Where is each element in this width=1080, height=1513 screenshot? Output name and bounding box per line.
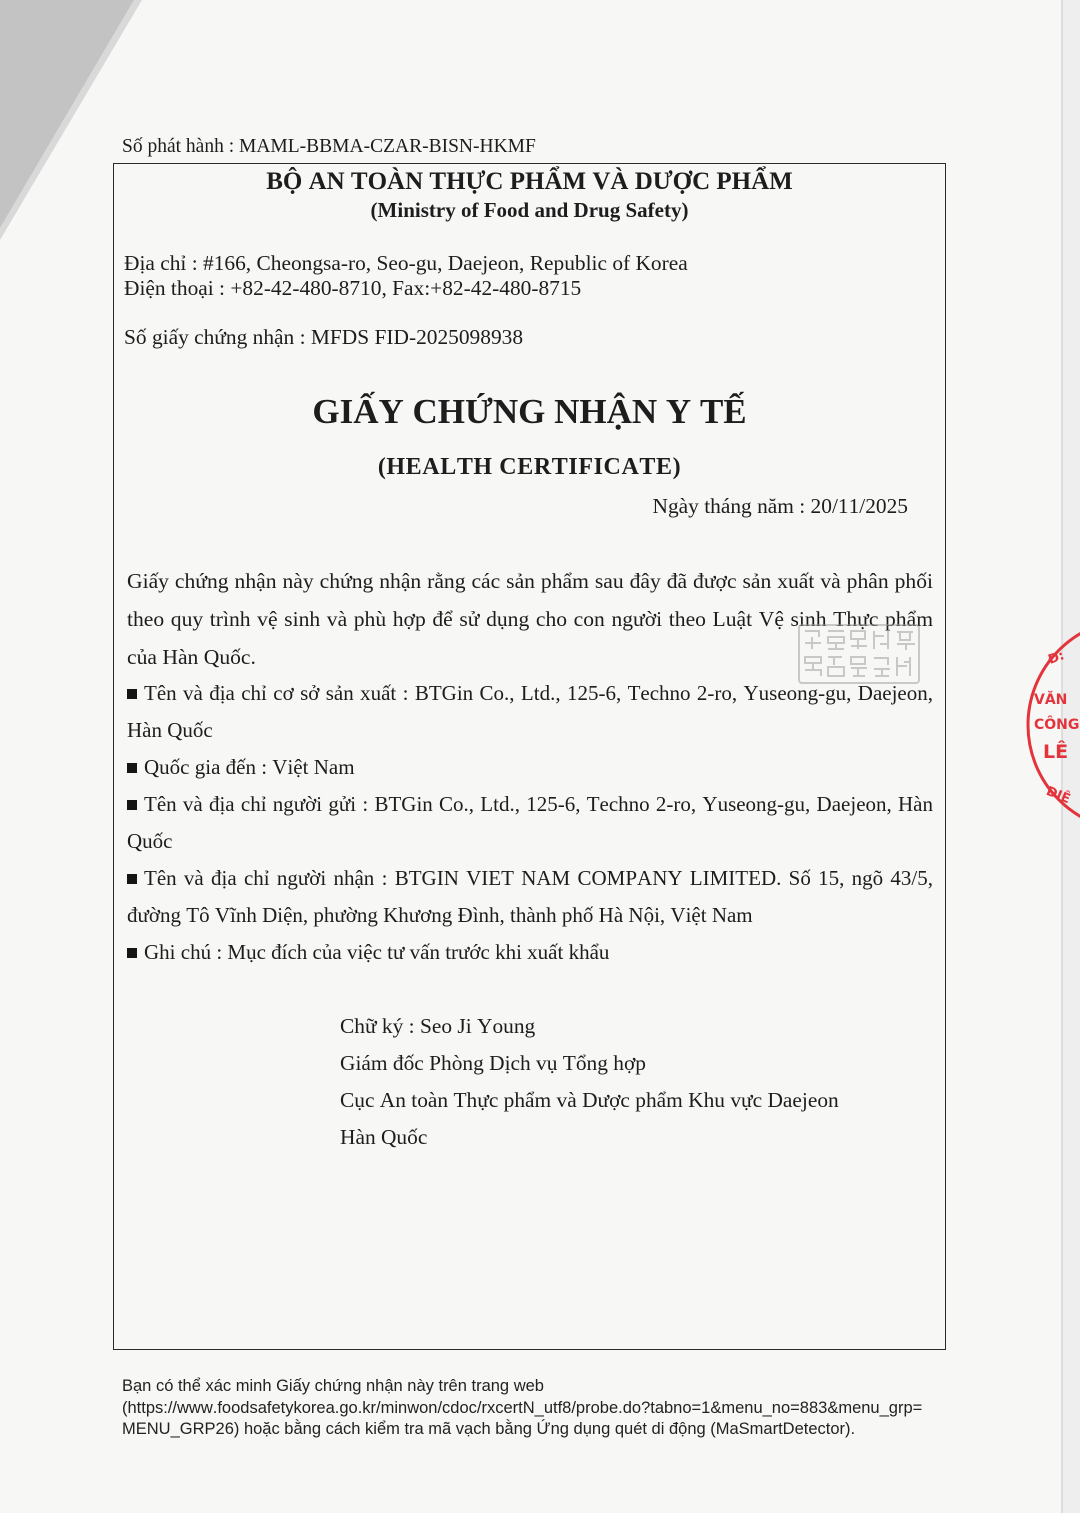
item-value: Mục đích của việc tư vấn trước khi xuất khẩu [227, 939, 610, 964]
issue-number [122, 134, 536, 160]
signatory-office: Cục An toàn Thực phẩm và Dược phẩm Khu vực Daejeon [340, 1087, 839, 1112]
stamp-text-line: CÔNG [1034, 717, 1080, 733]
issue-number-label: Số phát hành : [122, 136, 235, 157]
seal-glyph [897, 657, 910, 676]
item-value: Việt Nam [272, 754, 355, 779]
address-label: Địa chỉ : [124, 251, 198, 275]
seal-glyph [805, 657, 821, 676]
seal-glyph [805, 631, 821, 649]
signature-line [340, 1008, 839, 1045]
seal-glyph [874, 631, 888, 649]
stamp-text-line: VĂN [1034, 692, 1068, 708]
signatory-country: Hàn Quốc [340, 1124, 428, 1149]
issue-date-label: Ngày tháng năm : [652, 494, 806, 518]
destination-country-item [127, 749, 933, 786]
stamp-top-text: Đ: [1046, 648, 1067, 668]
phone-value: +82-42-480-8710, Fax:+82-42-480-8715 [230, 276, 582, 300]
seal-glyph [897, 632, 915, 650]
agency-name-en: (Ministry of Food and Drug Safety) [370, 198, 689, 222]
seal-watermark [796, 622, 922, 686]
item-label: Tên và địa chỉ cơ sở sản xuất : [144, 680, 409, 705]
item-value: BTGIN VIET NAM COMPANY LIMITED. Số 15, ngõ 43/5, đường Tô Vĩnh Diện, phường Khương Đình, thành phố Hà Nội, Việt Nam [127, 865, 933, 927]
stamp-name-text: LÊ [1043, 741, 1069, 763]
item-label: Quốc gia đến : [144, 754, 268, 779]
address-value: #166, Cheongsa-ro, Seo-gu, Daejeon, Republic of Korea [203, 251, 688, 275]
note-item [127, 934, 933, 971]
agency-phone [124, 275, 581, 301]
item-value: BTGin Co., Ltd., 125-6, Techno 2-ro, Yuseong-gu, Daejeon, Hàn Quốc [127, 791, 934, 853]
certification-statement: Giấy chứng nhận này chứng nhận rằng các sản phẩm sau đây đã được sản xuất và phân phối theo quy trình vệ sinh và phù hợp để sử dụng cho con người theo Luật Vệ sinh Thực phẩm của Hàn Quốc. [127, 569, 933, 669]
signature-block [340, 1008, 839, 1156]
certificate-number [124, 324, 523, 350]
item-label: Tên và địa chỉ người nhận : [144, 865, 388, 890]
certificate-items [127, 675, 933, 971]
verification-url-line: (https://www.foodsafetykorea.go.kr/minwon/cdoc/rxcertN_utf8/probe.do?tabno=1&menu_no=883&menu_grp= [122, 1398, 923, 1417]
bullet-icon [127, 948, 137, 958]
bullet-icon [127, 763, 137, 773]
document-title-en: (HEALTH CERTIFICATE) [377, 454, 682, 480]
bullet-icon [127, 800, 137, 810]
seal-glyph [874, 658, 890, 676]
recipient-item [127, 860, 933, 934]
seal-glyph [851, 657, 867, 676]
item-label: Tên và địa chỉ người gửi : [144, 791, 369, 816]
agency-address [124, 250, 688, 276]
document-title-vi: GIẤY CHỨNG NHẬN Y TẾ [312, 392, 747, 431]
seal-glyph [851, 631, 867, 649]
agency-name-vi: BỘ AN TOÀN THỰC PHẨM VÀ DƯỢC PHẨM [266, 168, 793, 195]
phone-label: Điện thoại : [124, 276, 225, 300]
signatory-position: Giám đốc Phòng Dịch vụ Tổng hợp [340, 1050, 646, 1075]
red-stamp [1022, 625, 1080, 825]
seal-glyph [828, 657, 844, 676]
certificate-number-label: Số giấy chứng nhận : [124, 325, 306, 349]
certificate-number-value: MFDS FID-2025098938 [310, 325, 524, 349]
issue-date-value: 20/11/2025 [810, 494, 908, 518]
verification-line: MENU_GRP26) hoặc bằng cách kiểm tra mã vạch bằng Ứng dụng quét di động (MaSmartDetector). [122, 1420, 856, 1438]
item-label: Ghi chú : [144, 939, 223, 964]
item-value: BTGin Co., Ltd., 125-6, Techno 2-ro, Yuseong-gu, Daejeon, Hàn Quốc [127, 680, 933, 742]
signatory-name: Seo Ji Young [419, 1013, 536, 1038]
verification-note [122, 1376, 922, 1441]
bullet-icon [127, 874, 137, 884]
issue-number-value: MAML-BBMA-CZAR-BISN-HKMF [239, 136, 536, 157]
issue-date [653, 493, 908, 519]
verification-line: Bạn có thể xác minh Giấy chứng nhận này trên trang web [122, 1377, 544, 1395]
seal-glyph [828, 631, 844, 649]
sender-item [127, 786, 933, 860]
stamp-bottom-text: DIỆ [1043, 784, 1073, 808]
signature-label: Chữ ký : [340, 1013, 415, 1038]
bullet-icon [127, 689, 137, 699]
